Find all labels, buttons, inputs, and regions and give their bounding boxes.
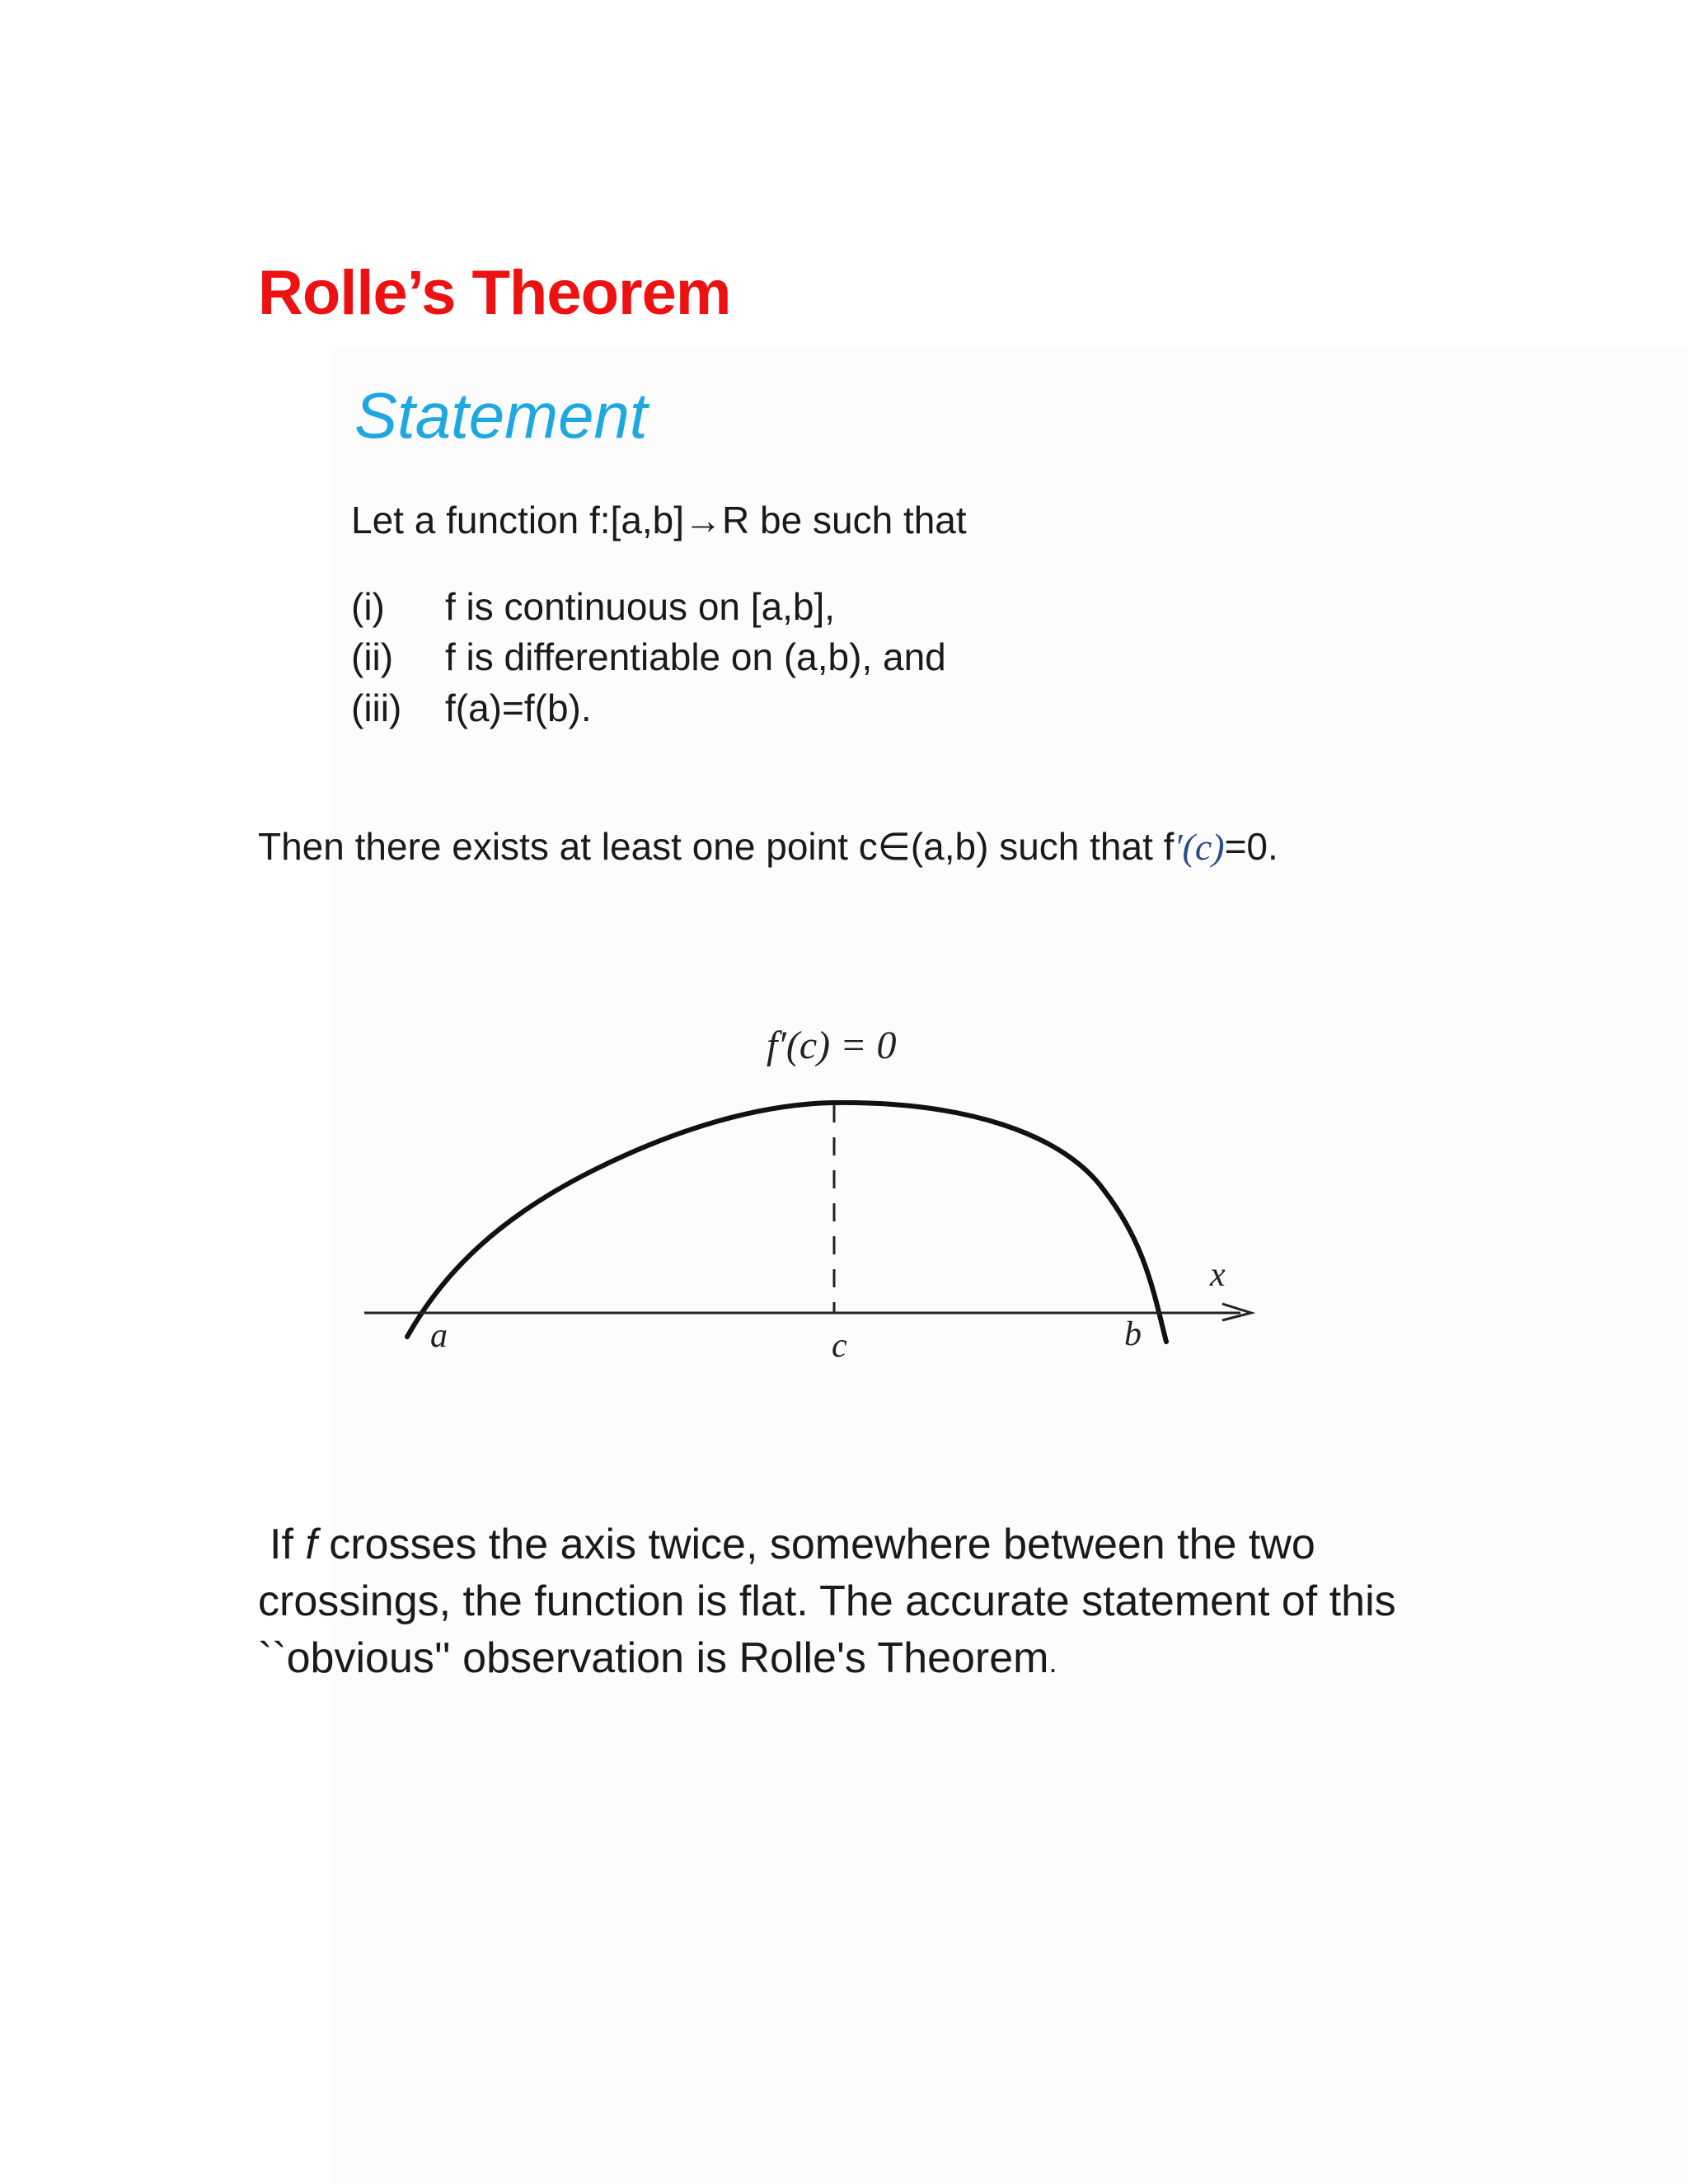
condition-number: (iii) [351, 687, 402, 729]
point-a-label: a [430, 1317, 448, 1355]
observation-f: f [305, 1521, 317, 1568]
observation-paragraph [258, 1516, 1494, 1690]
condition-number: (i) [351, 585, 385, 628]
point-c-label: c [832, 1327, 847, 1365]
observation-line [258, 1630, 1494, 1690]
condition-number: (ii) [351, 635, 394, 678]
condition-text: f(a)=f(b). [445, 687, 592, 729]
page-title: Rolle’s Theorem [258, 258, 731, 328]
point-b-label: b [1124, 1315, 1142, 1353]
condition-text: f is differentiable on (a,b), and [445, 635, 946, 678]
condition-text: f is continuous on [a,b], [445, 585, 836, 628]
function-curve [407, 1103, 1166, 1342]
observation-tail: . [1048, 1645, 1057, 1679]
figure-top-label: f′(c) = 0 [767, 1024, 897, 1067]
x-axis-label: x [1210, 1256, 1226, 1294]
conclusion-after: =0. [1224, 825, 1278, 868]
observation-rest: crosses the axis twice, somewhere between the two [316, 1521, 1315, 1568]
observation-line [258, 1516, 1494, 1573]
intro-text: Let a function f:[a,b]→R be such that [351, 499, 967, 541]
observation-line: crossings, the function is flat. The accurate statement of this [258, 1577, 1396, 1625]
section-heading: Statement [354, 379, 648, 452]
observation-main: ``obvious'' observation is Rolle's Theorem [258, 1634, 1049, 1682]
conclusion-before: Then there exists at least one point c∈(a,b) such that f [258, 825, 1175, 868]
conclusion-derivative: ′(c) [1174, 826, 1225, 868]
observation-prefix: If [270, 1521, 306, 1568]
